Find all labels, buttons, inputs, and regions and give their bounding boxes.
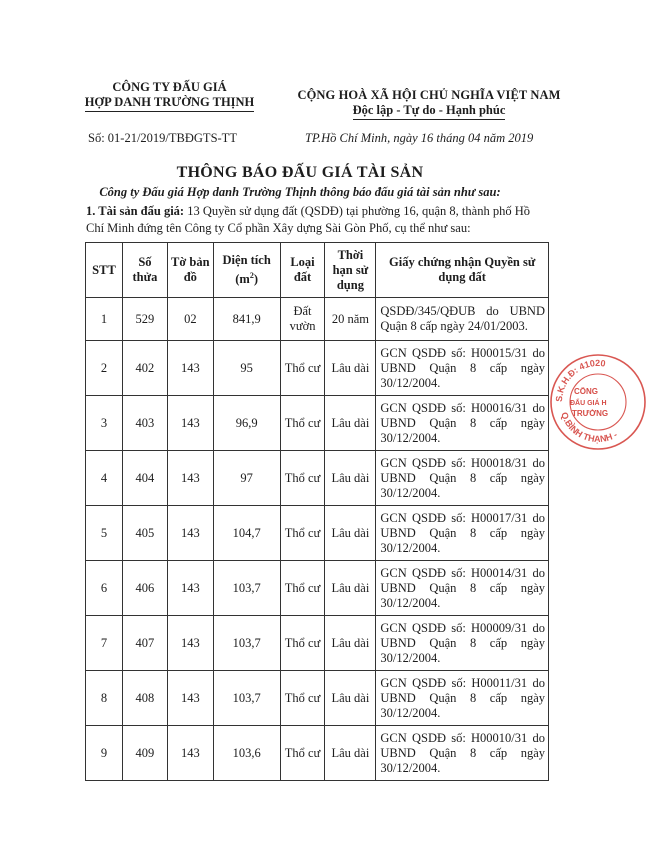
table-row <box>86 561 549 616</box>
header-dien-tich-text: Diện tích (m <box>222 252 271 287</box>
cell-stt: 2 <box>86 341 123 396</box>
cell-stt: 8 <box>86 671 123 726</box>
header-to-ban-do: Tờ bản đồ <box>167 243 213 298</box>
cell-so-thua: 408 <box>122 671 167 726</box>
cell-stt: 1 <box>86 298 123 341</box>
country-name: CỘNG HOÀ XÃ HỘI CHỦ NGHĨA VIỆT NAM <box>297 88 561 102</box>
cell-loai-dat: Thổ cư <box>280 616 325 671</box>
cell-giay-chung-nhan: QSDĐ/345/QĐUB do UBND Quận 8 cấp ngày 24/01/2003. <box>376 298 549 341</box>
cell-giay-chung-nhan: GCN QSDĐ số: H00010/31 do UBND Quận 8 cấp ngày 30/12/2004. <box>376 726 549 781</box>
table-row <box>86 506 549 561</box>
header-dien-tich <box>213 243 280 298</box>
cell-dien-tich: 103,7 <box>213 561 280 616</box>
cell-dien-tich: 103,7 <box>213 616 280 671</box>
stamp-bottom-text: Q.BÌNH THẠNH - <box>559 410 619 445</box>
cell-giay-chung-nhan: GCN QSDĐ số: H00009/31 do UBND Quận 8 cấp ngày 30/12/2004. <box>376 616 549 671</box>
cell-dien-tich: 96,9 <box>213 396 280 451</box>
document-subtitle: Công ty Đấu giá Hợp danh Trường Thịnh thông báo đấu giá tài sản như sau: <box>99 185 501 199</box>
cell-so-thua: 402 <box>122 341 167 396</box>
cell-dien-tich: 841,9 <box>213 298 280 341</box>
cell-to-ban-do: 143 <box>167 396 213 451</box>
cell-giay-chung-nhan: GCN QSDĐ số: H00014/31 do UBND Quận 8 cấp ngày 30/12/2004. <box>376 561 549 616</box>
table-row <box>86 616 549 671</box>
stamp-line3: TRƯỜNG <box>572 409 609 418</box>
cell-thoi-han: Lâu dài <box>325 451 376 506</box>
table-row <box>86 671 549 726</box>
cell-loai-dat: Thổ cư <box>280 396 325 451</box>
cell-to-ban-do: 143 <box>167 726 213 781</box>
company-header <box>72 80 267 112</box>
asset-intro <box>86 203 530 237</box>
cell-loai-dat: Thổ cư <box>280 506 325 561</box>
national-header <box>270 88 588 120</box>
cell-thoi-han: Lâu dài <box>325 726 376 781</box>
cell-so-thua: 529 <box>122 298 167 341</box>
cell-thoi-han: Lâu dài <box>325 506 376 561</box>
header-loai-dat: Loại đất <box>280 243 325 298</box>
cell-to-ban-do: 143 <box>167 616 213 671</box>
table-row <box>86 298 549 341</box>
cell-loai-dat: Thổ cư <box>280 451 325 506</box>
stamp-line1: CÔNG <box>574 387 598 396</box>
cell-stt: 7 <box>86 616 123 671</box>
header-so-thua: Số thửa <box>122 243 167 298</box>
company-name-line2: HỢP DANH TRƯỜNG THỊNH <box>85 95 255 112</box>
cell-thoi-han: Lâu dài <box>325 671 376 726</box>
cell-giay-chung-nhan: GCN QSDĐ số: H00011/31 do UBND Quận 8 cấp ngày 30/12/2004. <box>376 671 549 726</box>
stamp-line2: ĐẤU GIÁ H <box>570 400 607 407</box>
cell-dien-tich: 103,6 <box>213 726 280 781</box>
header-dien-tich-end: ) <box>253 272 259 287</box>
document-date: TP.Hồ Chí Minh, ngày 16 tháng 04 năm 2019 <box>305 131 534 145</box>
cell-to-ban-do: 143 <box>167 506 213 561</box>
cell-loai-dat: Thổ cư <box>280 726 325 781</box>
company-name-line1: CÔNG TY ĐẤU GIÁ <box>112 80 227 94</box>
cell-loai-dat: Đất vườn <box>280 298 325 341</box>
cell-so-thua: 409 <box>122 726 167 781</box>
cell-thoi-han: Lâu dài <box>325 341 376 396</box>
company-seal-stamp <box>548 352 648 452</box>
cell-thoi-han: Lâu dài <box>325 396 376 451</box>
cell-thoi-han: 20 năm <box>325 298 376 341</box>
cell-stt: 6 <box>86 561 123 616</box>
header-giay-chung-nhan: Giấy chứng nhận Quyền sử dụng đất <box>376 243 549 298</box>
table-row <box>86 341 549 396</box>
cell-stt: 5 <box>86 506 123 561</box>
cell-giay-chung-nhan: GCN QSDĐ số: H00015/31 do UBND Quận 8 cấp ngày 30/12/2004. <box>376 341 549 396</box>
document-number: Số: 01-21/2019/TBĐGTS-TT <box>88 131 237 145</box>
cell-so-thua: 405 <box>122 506 167 561</box>
cell-loai-dat: Thổ cư <box>280 341 325 396</box>
cell-so-thua: 406 <box>122 561 167 616</box>
asset-table <box>85 242 549 781</box>
cell-giay-chung-nhan: GCN QSDĐ số: H00017/31 do UBND Quận 8 cấp ngày 30/12/2004. <box>376 506 549 561</box>
cell-to-ban-do: 02 <box>167 298 213 341</box>
cell-dien-tich: 103,7 <box>213 671 280 726</box>
header-dien-tich-sup: 2 <box>249 270 254 280</box>
cell-so-thua: 407 <box>122 616 167 671</box>
cell-to-ban-do: 143 <box>167 671 213 726</box>
cell-so-thua: 403 <box>122 396 167 451</box>
cell-stt: 3 <box>86 396 123 451</box>
cell-thoi-han: Lâu dài <box>325 616 376 671</box>
header-thoi-han: Thời hạn sử dụng <box>325 243 376 298</box>
cell-to-ban-do: 143 <box>167 561 213 616</box>
header-stt: STT <box>86 243 123 298</box>
cell-to-ban-do: 143 <box>167 341 213 396</box>
table-row <box>86 451 549 506</box>
cell-to-ban-do: 143 <box>167 451 213 506</box>
cell-loai-dat: Thổ cư <box>280 561 325 616</box>
cell-dien-tich: 97 <box>213 451 280 506</box>
cell-dien-tich: 95 <box>213 341 280 396</box>
cell-stt: 4 <box>86 451 123 506</box>
cell-dien-tich: 104,7 <box>213 506 280 561</box>
cell-stt: 9 <box>86 726 123 781</box>
cell-thoi-han: Lâu dài <box>325 561 376 616</box>
cell-giay-chung-nhan: GCN QSDĐ số: H00018/31 do UBND Quận 8 cấp ngày 30/12/2004. <box>376 451 549 506</box>
asset-intro-text: 13 Quyền sử dụng đất (QSDĐ) tại phường 16, quận 8, thành phố Hồ Chí Minh đứng tên Công ty Cổ phần Xây dựng Sài Gòn Phố, cụ thể như sau: <box>86 204 530 235</box>
asset-intro-label: 1. Tài sản đấu giá: <box>86 204 185 218</box>
table-row <box>86 726 549 781</box>
cell-giay-chung-nhan: GCN QSDĐ số: H00016/31 do UBND Quận 8 cấp ngày 30/12/2004. <box>376 396 549 451</box>
cell-loai-dat: Thổ cư <box>280 671 325 726</box>
table-row <box>86 396 549 451</box>
document-title: THÔNG BÁO ĐẤU GIÁ TÀI SẢN <box>176 164 424 181</box>
cell-so-thua: 404 <box>122 451 167 506</box>
table-header-row <box>86 243 549 298</box>
country-motto: Độc lập - Tự do - Hạnh phúc <box>353 103 506 120</box>
stamp-top-text: S.K.H.Đ: 41020 <box>553 357 607 403</box>
